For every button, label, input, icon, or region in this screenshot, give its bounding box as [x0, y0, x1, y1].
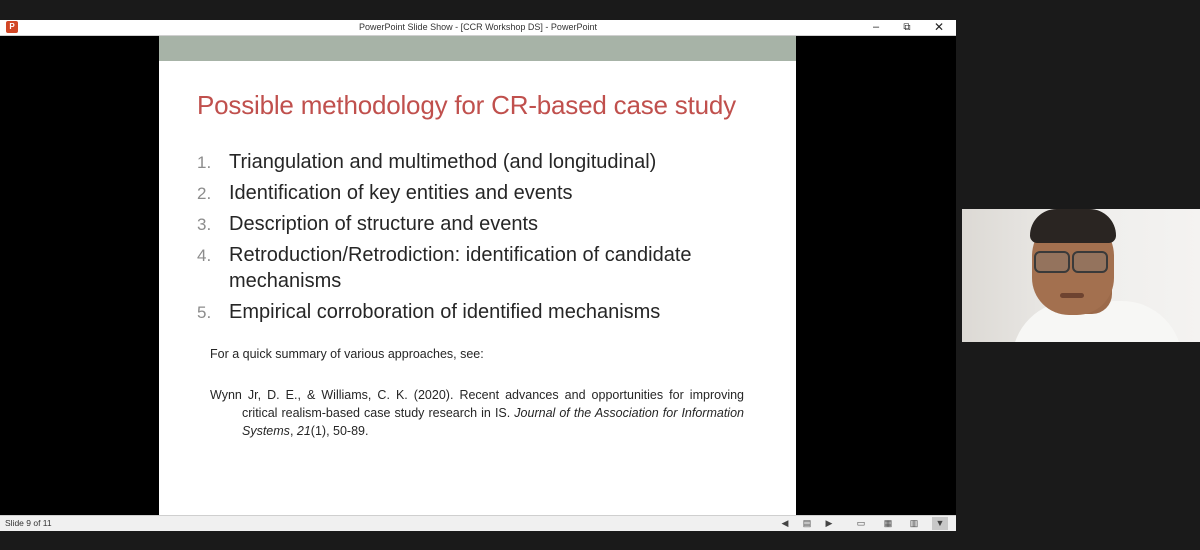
slide-sorter-icon[interactable]: ▦ [883, 518, 893, 528]
list-item-text: Retroduction/Retrodiction: identification of candidate mechanisms [229, 244, 692, 292]
slide-show-icon[interactable]: ▼ [932, 517, 948, 530]
restore-button[interactable]: ⧉ [903, 22, 911, 33]
window-title: PowerPoint Slide Show - [CCR Workshop DS] - PowerPoint [359, 22, 597, 32]
list-item [197, 243, 757, 294]
reference-separator: , [289, 424, 297, 438]
title-bar [0, 20, 956, 36]
previous-slide-icon[interactable]: ◀ [781, 518, 789, 528]
reference-volume: 21 [296, 424, 311, 438]
list-item-number: 1. [197, 153, 212, 172]
list-item-text: Empirical corroboration of identified mechanisms [229, 300, 661, 323]
slide-header-band [159, 36, 796, 61]
webcam-video [962, 209, 1200, 342]
list-item [197, 300, 757, 326]
list-item-number: 5. [197, 302, 212, 322]
reference-journal: Journal of the Association for Information Systems [242, 406, 744, 438]
summary-note: For a quick summary of various approaches, see: [210, 347, 484, 361]
list-item [197, 212, 757, 238]
reference-authors: Wynn Jr, D. E., & Williams, C. K. (2020). Recent advances and opportunities for improving critical realism-based case study research in IS. [210, 388, 744, 420]
next-slide-icon[interactable]: ▶ [825, 518, 833, 528]
methodology-list [197, 150, 757, 331]
powerpoint-icon: P [6, 21, 18, 33]
list-item-number: 3. [197, 215, 212, 234]
list-item-text: Triangulation and multimethod (and longitudinal) [229, 151, 657, 173]
close-button[interactable]: ✕ [933, 20, 945, 34]
powerpoint-window [0, 20, 956, 531]
reading-view-icon[interactable]: ▥ [909, 518, 919, 528]
list-item-text: Identification of key entities and events [229, 182, 573, 204]
normal-view-icon[interactable]: ▭ [856, 518, 866, 528]
slide[interactable] [159, 36, 796, 515]
reference-issue-pages: (1), 50-89. [310, 424, 369, 438]
reference-citation [210, 386, 744, 440]
slide-title: Possible methodology for CR-based case study [197, 90, 736, 120]
list-item [197, 181, 757, 207]
list-item-text: Description of structure and events [229, 213, 539, 235]
list-item-number: 2. [197, 184, 212, 203]
list-item-number: 4. [197, 246, 212, 265]
minimize-button[interactable]: – [872, 21, 880, 33]
status-bar [0, 515, 956, 531]
slide-counter: Slide 9 of 11 [5, 518, 52, 528]
slide-menu-icon[interactable]: ▤ [802, 518, 812, 528]
list-item [197, 150, 757, 176]
